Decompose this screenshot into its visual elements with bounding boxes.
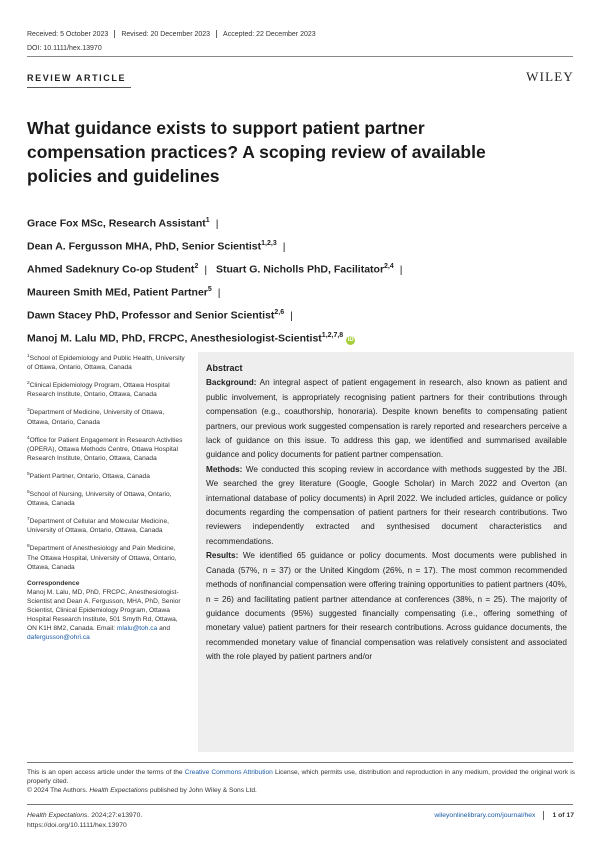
author-name[interactable]: Dean A. Fergusson MHA, PhD, Senior Scientist — [27, 240, 262, 253]
affiliation: $^4$Office for Patient Engagement in Research Activities (OPERA), Ottawa Methods Centre, Ottawa Hospital Research Institute, Ontario, Ottawa, Canada — [27, 435, 183, 462]
footer-right — [434, 811, 574, 820]
revised-date: Revised: 20 December 2023 — [121, 30, 211, 38]
affiliation: $^8$Department of Anesthesiology and Pain Medicine, The Ottawa Hospital, University of Ottawa, Ontario, Ottawa, Canada — [27, 544, 177, 571]
article-dates — [27, 30, 316, 38]
email-link-2[interactable]: dafergusson@ohri.ca — [27, 633, 90, 641]
journal-name: Health Expectations. — [27, 812, 90, 819]
email-link-1[interactable]: mlalu@toh.ca — [116, 624, 158, 632]
correspondence-text: Manoj M. Lalu, MD, PhD, FRCPC, Anesthesiologist-Scientist and Dean A. Fergusson, MHA, PhD, Senior Scientist, Clinical Epidemiology Program, Ottawa Hospital Research Institute, 501 Smyth Rd, Ottawa, ON K1H 8M2, Canada. Email: mlalu@toh.ca and dafergusson@ohri.ca — [27, 588, 181, 641]
abstract-heading: Abstract — [206, 363, 243, 373]
affiliation: $^1$School of Epidemiology and Public Health, University of Ottawa, Ontario, Ottawa, Canada — [27, 354, 185, 372]
affiliation: $^2$Clinical Epidemiology Program, Ottawa Hospital Research Institute, Ontario, Ottawa, Canada — [27, 381, 170, 399]
divider — [114, 30, 115, 38]
license-link[interactable]: Creative Commons Attribution — [184, 769, 273, 776]
author-line — [27, 326, 587, 349]
author-line: Ahmed Sadeknury Co-op Student$^2$ | Stuart G. Nicholls PhD, Facilitator$^{2,4}$ | — [27, 263, 403, 276]
author-line: Dawn Stacey PhD, Professor and Senior Scientist$^{2,6}$ | — [27, 309, 293, 322]
divider — [216, 30, 217, 38]
author-name[interactable]: Ahmed Sadeknury Co-op Student — [27, 263, 195, 276]
abstract-box — [198, 352, 574, 752]
author-affil: 2 — [194, 263, 199, 270]
article-type: REVIEW ARTICLE — [27, 73, 127, 83]
author-affil: 1 — [205, 217, 210, 224]
author-affil: 1,2,7,8 — [321, 332, 344, 339]
correspondence-heading: Correspondence — [27, 579, 80, 587]
author-line: Dean A. Fergusson MHA, PhD, Senior Scientist$^{1,2,3}$ | — [27, 240, 286, 253]
license-rule — [27, 762, 573, 763]
author-affil: 1,2,3 — [261, 240, 277, 247]
author-affil: 2,6 — [274, 309, 285, 316]
journal-citation — [27, 811, 142, 830]
license-text: This is an open access article under the terms of the Creative Commons Attribution License, which permits use, distribution and reproduction in any medium, provided the original work is properly cited. © 2024 The Authors. Health Expectations published by John Wiley & Sons Ltd. — [27, 769, 575, 794]
author-name[interactable]: Stuart G. Nicholls PhD, Facilitator — [216, 263, 385, 276]
author-affil: 5 — [207, 286, 212, 293]
citation-volume: 2024;27:e13970. — [91, 812, 143, 819]
received-date: Received: 5 October 2023 — [27, 30, 109, 38]
abstract-background: Background: An integral aspect of patient engagement in research, also known as patient and public involvement, is appropriately recognising patient partners for their contributions through compensation (e.g., coauthorship, honoraria). Despite known benefits to compensating patient partners, our previous work suggested compensation is rarely reported and researchers perceive a lack of guidance on this issue. To address this gap, we identified and summarised available guidance and policy documents for patient partner compensation. — [206, 378, 567, 460]
author-line: Maureen Smith MEd, Patient Partner$^5$ | — [27, 286, 221, 299]
correspondence — [27, 579, 187, 642]
journal-site-link[interactable]: wileyonlinelibrary.com/journal/hex — [434, 812, 536, 819]
article-type-rule — [27, 87, 131, 88]
affiliation: $^6$School of Nursing, University of Ottawa, Ontario, Ottawa, Canada — [27, 489, 172, 508]
publisher-logo[interactable]: WILEY — [526, 69, 574, 84]
footer-rule — [27, 804, 573, 805]
orcid-icon[interactable]: iD — [347, 336, 354, 343]
author-name[interactable]: Manoj M. Lalu MD, PhD, FRCPC, Anesthesiologist-Scientist — [27, 332, 322, 345]
article-title: What guidance exists to support patient partner compensation practices? A scoping review of available policies and guidelines — [27, 118, 486, 186]
author-name[interactable]: Grace Fox MSc, Research Assistant — [27, 217, 206, 230]
affiliation: $^7$Department of Cellular and Molecular Medicine, University of Ottawa, Ontario, Ottawa, Canada — [27, 517, 169, 535]
doi[interactable]: DOI: 10.1111/hex.13970 — [27, 45, 102, 52]
affiliation: $^5$Patient Partner, Ontario, Ottawa, Canada — [27, 471, 150, 480]
author-name[interactable]: Maureen Smith MEd, Patient Partner — [27, 286, 208, 299]
accepted-date: Accepted: 22 December 2023 — [223, 30, 316, 38]
abstract-methods: Methods: We conducted this scoping review in accordance with methods suggested by the JBI. We searched the grey literature (Google, Google Scholar) in March 2022 and Overton (an international database of policy documents) in April 2022. We included articles, guidance or policy documents regarding the compensation of patient partners for their research contributions. Two reviewers independently extracted and synthesised document characteristics and recommendations. — [206, 464, 568, 546]
header-rule — [27, 56, 573, 57]
page-number: 1 of 17 — [552, 812, 574, 819]
abstract-results: Results: We identified 65 guidance or policy documents. Most documents were published in Canada (57%, n = 37) or the United Kingdom (26%, n = 17). The most common recommended methods of nonfinancial compensation were offering training opportunities to patient partners (40%, n = 26) and facilitating patient partner attendance at conferences (38%, n = 25). The majority of guidance documents (95%) suggested financially compensating (i.e., offering something of monetary value) patient partners for their research contributions. Across guidance documents, the recommended monetary value of financial compensation was relatively consistent and associated with the role played by patient partners and/or — [206, 551, 567, 662]
divider — [543, 811, 544, 820]
author-name[interactable]: Dawn Stacey PhD, Professor and Senior Scientist — [27, 309, 275, 322]
affiliation: $^3$Department of Medicine, University of Ottawa, Ottawa, Ontario, Canada — [27, 408, 165, 426]
author-list — [27, 211, 587, 349]
affiliations — [27, 352, 187, 642]
citation-url[interactable]: https://doi.org/10.1111/hex.13970 — [27, 821, 127, 829]
author-line: Grace Fox MSc, Research Assistant$^1$ | — [27, 217, 219, 230]
author-affil: 2,4 — [384, 263, 394, 270]
